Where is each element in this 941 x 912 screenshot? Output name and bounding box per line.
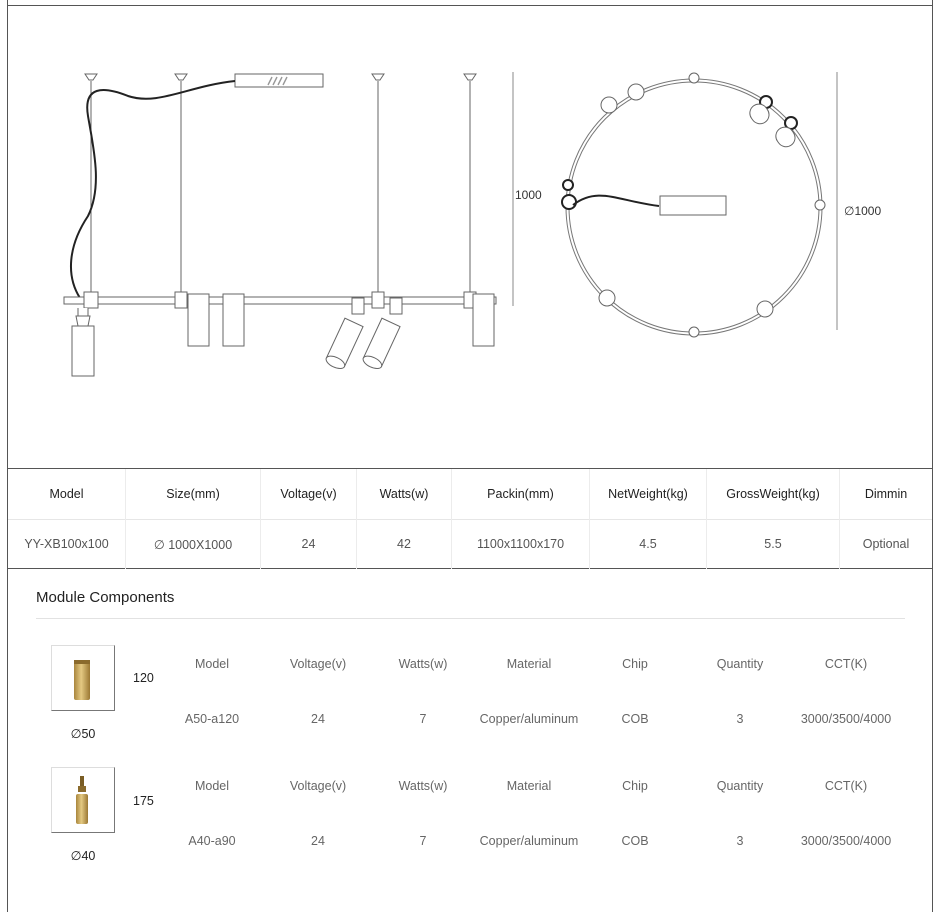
spec-value-cell: 42 (357, 519, 452, 569)
module-value-cell: 3000/3500/4000 (800, 834, 892, 848)
module-header-cell: Material (506, 779, 552, 793)
spec-table (8, 468, 932, 569)
spec-value-cell: 4.5 (590, 519, 707, 569)
module-diameter: ∅40 (70, 849, 96, 863)
ceiling-canopy (464, 74, 476, 80)
module-height: 120 (133, 671, 154, 685)
spec-header-cell: Watts(w) (357, 469, 452, 519)
connector (372, 292, 384, 308)
module-value-cell: 3 (736, 834, 744, 848)
module-header-cell: Chip (622, 657, 648, 671)
module-value-cell: Copper/aluminum (479, 834, 579, 848)
spec-header-cell: Model (8, 469, 126, 519)
connector (175, 292, 187, 308)
ceiling-canopy (85, 74, 97, 80)
pendant-lamp (72, 326, 94, 376)
module-header-cell: Quantity (716, 657, 764, 671)
module-header-cell: Voltage(v) (289, 779, 347, 793)
top-power-cable (573, 196, 659, 206)
spec-header-row (8, 469, 932, 520)
module-value-cell: A40-a90 (188, 834, 236, 848)
connector (84, 292, 98, 308)
bar-lamp (223, 294, 244, 346)
module-value-cell: 24 (311, 712, 325, 726)
module-diameter: ∅50 (70, 727, 96, 741)
module-value-cell: COB (621, 834, 649, 848)
spec-value-cell: ∅ 1000X1000 (126, 519, 261, 569)
top-driver-box (660, 196, 726, 215)
spec-header-cell: NetWeight(kg) (590, 469, 707, 519)
module-value-cell: A50-a120 (184, 712, 240, 726)
module-header-cell: Model (194, 779, 230, 793)
technical-drawing (8, 6, 932, 468)
module-header-cell: Material (506, 657, 552, 671)
module-header-cell: Watts(w) (398, 779, 448, 793)
module-components-title: Module Components (36, 589, 175, 606)
drawing-svg (8, 6, 932, 468)
module-thumbnail (51, 767, 115, 833)
brass-cylinder-icon (52, 646, 114, 710)
module-value-cell: Copper/aluminum (479, 712, 579, 726)
spec-value-cell: YY-XB100x100 (8, 519, 126, 569)
power-cable (71, 81, 235, 298)
spec-value-cell: 24 (261, 519, 357, 569)
module-height: 175 (133, 794, 154, 808)
module-header-cell: CCT(K) (824, 657, 868, 671)
height-label: 1000 (515, 188, 542, 202)
module-value-cell: 24 (311, 834, 325, 848)
module-header-cell: Watts(w) (398, 657, 448, 671)
driver-box (235, 74, 323, 87)
module-value-cell: COB (621, 712, 649, 726)
module-value-cell: 7 (419, 712, 427, 726)
module-header-cell: Model (194, 657, 230, 671)
ceiling-canopy (175, 74, 187, 80)
spot-lamp (361, 318, 400, 371)
module-value-cell: 3000/3500/4000 (800, 712, 892, 726)
bar-lamp (473, 294, 494, 346)
module-header-cell: Quantity (716, 779, 764, 793)
module-value-cell: 3 (736, 712, 744, 726)
spec-value-cell: 1100x1100x170 (452, 519, 590, 569)
spec-value-cell: Optional (862, 537, 910, 551)
spec-value-row (8, 519, 932, 569)
spec-header-cell: Voltage(v) (261, 469, 357, 519)
spec-header-cell: Size(mm) (126, 469, 261, 519)
ceiling-canopy (372, 74, 384, 80)
spec-value-cell: 5.5 (707, 519, 840, 569)
module-header-cell: Voltage(v) (289, 657, 347, 671)
module-thumbnail (51, 645, 115, 711)
spot-lamp (324, 318, 363, 371)
module-divider (36, 618, 905, 619)
spec-header-cell: GrossWeight(kg) (707, 469, 840, 519)
spec-header-cell: Dimmin (864, 487, 908, 501)
brass-spot-icon (52, 768, 114, 832)
spec-header-cell: Packin(mm) (452, 469, 590, 519)
module-header-cell: CCT(K) (824, 779, 868, 793)
bar-lamp (188, 294, 209, 346)
diameter-label: ∅1000 (844, 204, 882, 218)
module-header-cell: Chip (622, 779, 648, 793)
track-bar (64, 297, 496, 304)
module-value-cell: 7 (419, 834, 427, 848)
